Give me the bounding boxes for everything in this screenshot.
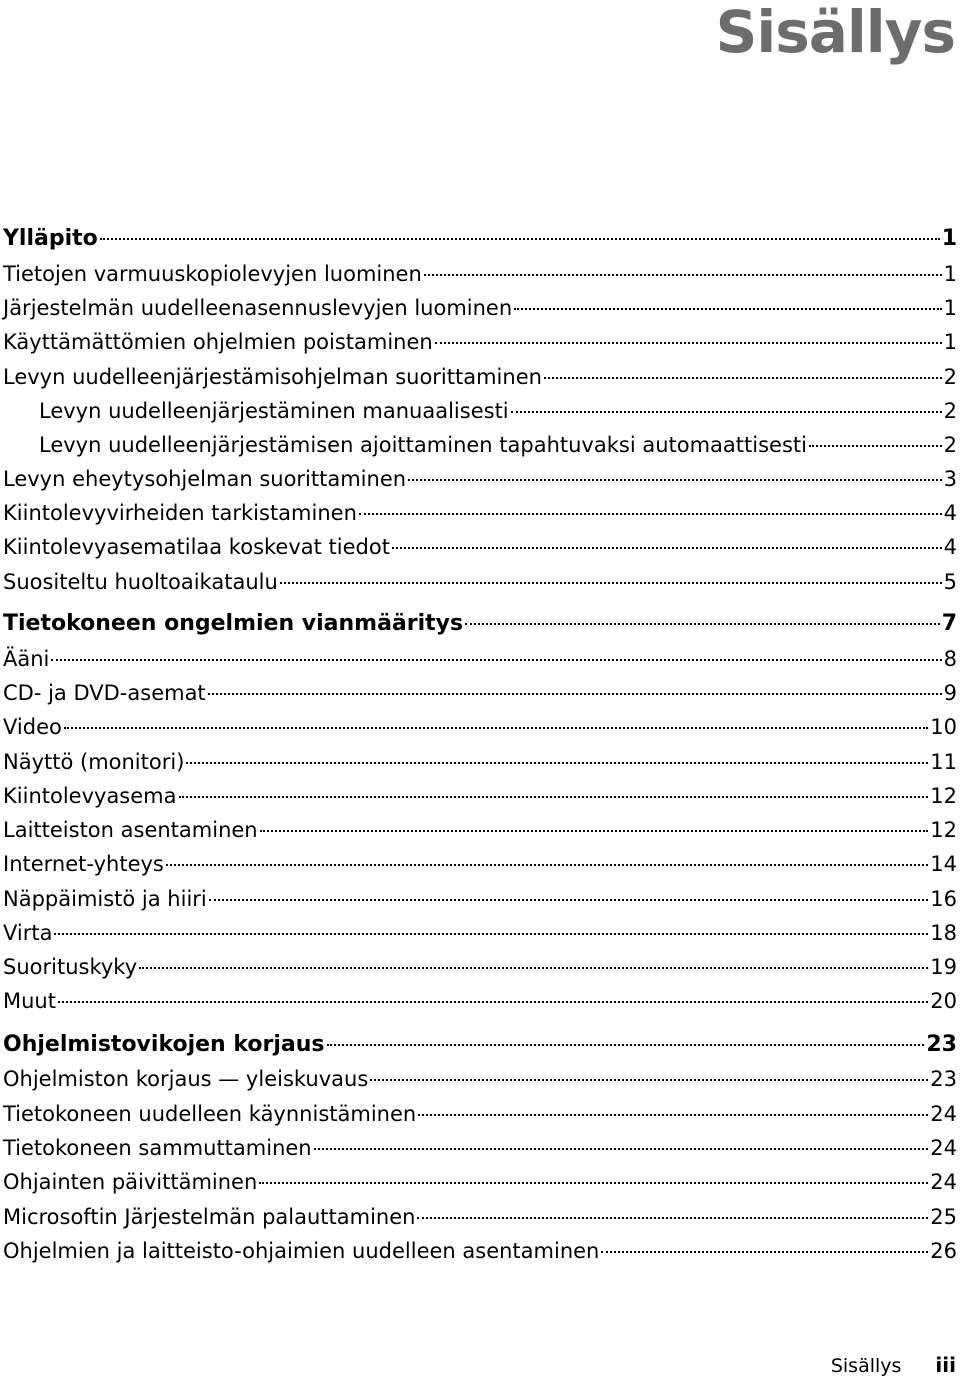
toc-dot-leader [544, 377, 942, 379]
toc-entry[interactable] [3, 678, 957, 708]
toc-entry-label: Tietokoneen uudelleen käynnistäminen [3, 1102, 417, 1126]
toc-entry-page: 25 [930, 1205, 957, 1229]
toc-entry[interactable] [3, 1202, 957, 1232]
toc-entry-page: 24 [930, 1136, 957, 1160]
toc-entry-label: Video [3, 715, 62, 739]
toc-entry-label: CD- ja DVD-asemat [3, 681, 206, 705]
toc-dot-leader [392, 547, 942, 549]
toc-entry[interactable] [3, 712, 957, 742]
toc-dot-leader [465, 623, 940, 625]
toc-entry[interactable] [3, 498, 957, 528]
toc-entry[interactable] [3, 1030, 957, 1060]
footer-section-label: Sisällys [830, 1355, 902, 1377]
toc-entry[interactable] [3, 532, 957, 562]
toc-entry-label: Näyttö (monitori) [3, 750, 185, 774]
toc-entry-label: Ylläpito [3, 226, 98, 251]
page-title: Sisällys [715, 0, 955, 66]
toc-dot-leader [314, 1148, 929, 1150]
toc-entry-page: 26 [930, 1239, 957, 1263]
toc-entry-label: Tietokoneen sammuttaminen [3, 1136, 312, 1160]
toc-entry[interactable] [3, 362, 957, 392]
toc-dot-leader [408, 479, 942, 481]
toc-dot-leader [435, 342, 942, 344]
toc-entry-page: 1 [943, 330, 957, 354]
toc-dot-leader [166, 864, 928, 866]
toc-entry-page: 2 [943, 365, 957, 389]
toc-dot-leader [259, 1182, 928, 1184]
toc-entry-page: 3 [943, 467, 957, 491]
toc-entry-label: Levyn uudelleenjärjestämisen ajoittaminen tapahtuvaksi automaattisesti [39, 433, 807, 457]
toc-entry-page: 7 [941, 611, 957, 636]
toc-entry-label: Ohjainten päivittäminen [3, 1170, 258, 1194]
toc-entry-page: 2 [943, 433, 957, 457]
toc-entry-label: Ääni [3, 647, 50, 671]
toc-entry-page: 5 [943, 570, 957, 594]
toc-entry-page: 2 [943, 399, 957, 423]
toc-dot-leader [809, 445, 942, 447]
toc-entry-page: 10 [930, 715, 957, 739]
toc-entry-label: Kiintolevyasema [3, 784, 177, 808]
toc-dot-leader [511, 411, 942, 413]
toc-dot-leader [186, 762, 928, 764]
toc-entry-page: 12 [930, 784, 957, 808]
toc-entry-page: 14 [930, 852, 957, 876]
toc-dot-leader [418, 1114, 928, 1116]
toc-entry-label: Kiintolevyvirheiden tarkistaminen [3, 501, 357, 525]
toc-entry[interactable] [3, 1133, 957, 1163]
toc-entry-label: Käyttämättömien ohjelmien poistaminen [3, 330, 433, 354]
toc-entry-page: 11 [930, 750, 957, 774]
toc-entry[interactable] [3, 952, 957, 982]
toc-dot-leader [327, 1044, 925, 1046]
toc-dot-leader [417, 1217, 928, 1219]
toc-dot-leader [100, 238, 940, 240]
toc-entry-label: Ohjelmistovikojen korjaus [3, 1032, 325, 1057]
toc-entry-label: Suorituskyky [3, 955, 138, 979]
toc-entry-page: 1 [943, 296, 957, 320]
toc-entry[interactable] [3, 1064, 957, 1094]
toc-dot-leader [280, 582, 942, 584]
toc-entry[interactable] [3, 293, 957, 323]
toc-entry[interactable] [3, 986, 957, 1016]
toc-entry[interactable] [3, 1099, 957, 1129]
toc-entry-label: Virta [3, 921, 53, 945]
toc-entry-page: 16 [930, 887, 957, 911]
toc-entry-label: Näppäimistö ja hiiri [3, 887, 207, 911]
toc-dot-leader [64, 727, 928, 729]
toc-entry[interactable] [3, 918, 957, 948]
toc-entry-page: 20 [930, 989, 957, 1013]
toc-entry[interactable] [3, 747, 957, 777]
toc-entry-label: Levyn uudelleenjärjestämisohjelman suorittaminen [3, 365, 542, 389]
toc-entry-page: 1 [943, 262, 957, 286]
toc-entry-page: 12 [930, 818, 957, 842]
toc-entry-label: Ohjelmiston korjaus — yleiskuvaus [3, 1067, 369, 1091]
toc-entry[interactable] [3, 567, 957, 597]
toc-entry-label: Levyn uudelleenjärjestäminen manuaalisesti [39, 399, 509, 423]
toc-dot-leader [514, 308, 941, 310]
toc-entry-page: 8 [943, 647, 957, 671]
toc-entry-label: Tietojen varmuuskopiolevyjen luominen [3, 262, 422, 286]
toc-dot-leader [209, 899, 929, 901]
toc-entry[interactable] [3, 849, 957, 879]
toc-dot-leader [179, 796, 929, 798]
toc-entry[interactable] [3, 644, 957, 674]
toc-entry-label: Internet-yhteys [3, 852, 164, 876]
toc-dot-leader [51, 659, 941, 661]
toc-dot-leader [54, 933, 928, 935]
toc-entry-label: Microsoftin Järjestelmän palauttaminen [3, 1205, 416, 1229]
toc-entry-label: Levyn eheytysohjelman suorittaminen [3, 467, 407, 491]
toc-entry-page: 18 [930, 921, 957, 945]
toc-entry-label: Järjestelmän uudelleenasennuslevyjen luominen [3, 296, 513, 320]
toc-entry[interactable] [3, 884, 957, 914]
toc-entry[interactable] [3, 1236, 957, 1266]
toc-entry-page: 9 [943, 681, 957, 705]
toc-entry-page: 24 [930, 1102, 957, 1126]
toc-dot-leader [58, 1001, 928, 1003]
toc-entry-page: 4 [943, 535, 957, 559]
toc-dot-leader [601, 1251, 928, 1253]
toc-dot-leader [260, 830, 929, 832]
toc-dot-leader [208, 693, 942, 695]
toc-entry-label: Muut [3, 989, 56, 1013]
toc-entry-label: Suositeltu huoltoaikataulu [3, 570, 278, 594]
toc-entry-page: 4 [943, 501, 957, 525]
toc-entry-label: Tietokoneen ongelmien vianmääritys [3, 611, 464, 636]
toc-entry[interactable] [39, 430, 957, 460]
toc-entry-page: 19 [930, 955, 957, 979]
toc-entry-page: 24 [930, 1170, 957, 1194]
toc-entry-page: 1 [941, 226, 957, 251]
toc-dot-leader [370, 1079, 928, 1081]
toc-entry-page: 23 [930, 1067, 957, 1091]
page-footer [831, 1352, 956, 1379]
toc-entry-page: 23 [926, 1032, 957, 1057]
toc-dot-leader [424, 274, 942, 276]
toc-entry-label: Ohjelmien ja laitteisto-ohjaimien uudelleen asentaminen [3, 1239, 600, 1263]
toc-entry[interactable] [39, 396, 957, 426]
toc-entry[interactable] [3, 609, 957, 639]
toc-entry-label: Kiintolevyasematilaa koskevat tiedot [3, 535, 390, 559]
toc-dot-leader [359, 513, 942, 515]
toc-entry[interactable] [3, 1167, 957, 1197]
toc-dot-leader [139, 967, 928, 969]
footer-page-number: iii [935, 1353, 956, 1377]
toc-entry[interactable] [3, 327, 957, 357]
toc-entry[interactable] [3, 781, 957, 811]
toc-entry[interactable] [3, 815, 957, 845]
toc-entry-label: Laitteiston asentaminen [3, 818, 258, 842]
toc-entry[interactable] [3, 259, 957, 289]
toc-entry[interactable] [3, 224, 957, 254]
toc-entry[interactable] [3, 464, 957, 494]
